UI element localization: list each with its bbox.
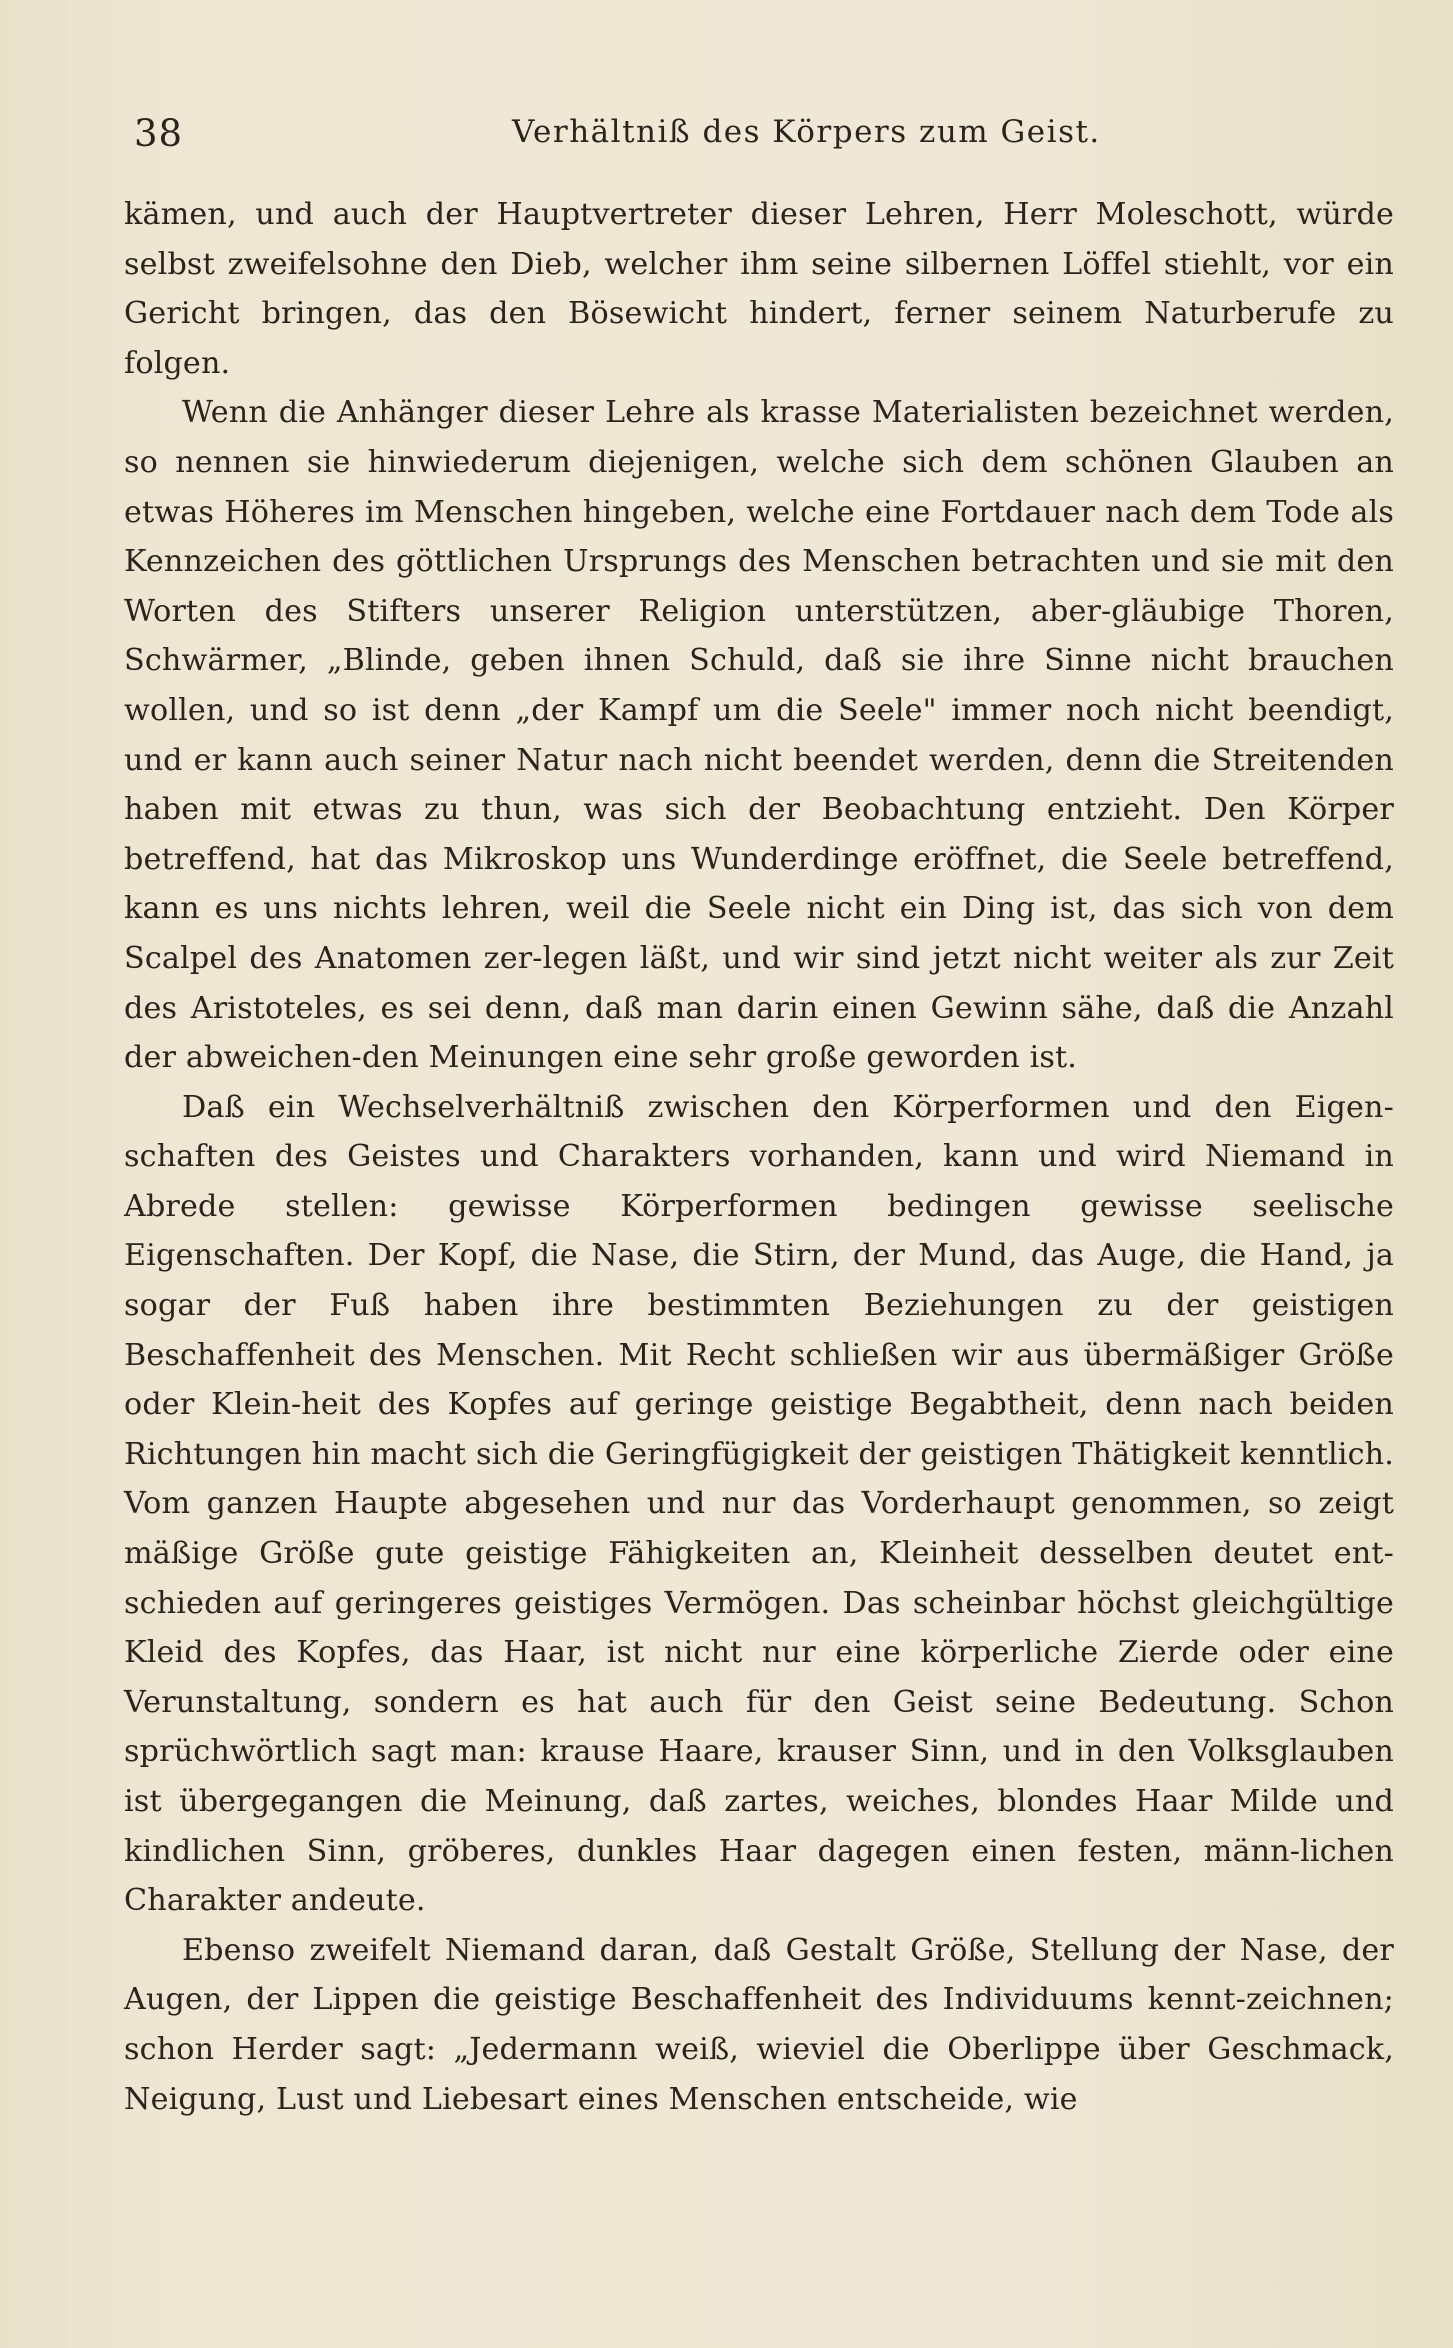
running-head: Verhältniß des Körpers zum Geist.: [512, 114, 1101, 150]
paragraph-3: Daß ein Wechselverhältniß zwischen den Körperformen und den Eigen-schaften des Geistes und Charakters vorhanden, kann und wird Niemand in Abrede stellen: gewisse Körperformen bedingen gewisse seelische Eigenschaften. Der Kopf, die Nase, die Stirn, der Mund, das Auge, die Hand, ja sogar der Fuß haben ihre bestimmten Beziehungen zu der geistigen Beschaffenheit des Menschen. Mit Recht schließen wir aus übermäßiger Größe oder Klein-heit des Kopfes auf geringe geistige Begabtheit, denn nach beiden Richtungen hin macht sich die Geringfügigkeit der geistigen Thätigkeit kenntlich. Vom ganzen Haupte abgesehen und nur das Vorderhaupt genommen, so zeigt mäßige Größe gute geistige Fähigkeiten an, Kleinheit desselben deutet ent-schieden auf geringeres geistiges Vermögen. Das scheinbar höchst gleichgültige Kleid des Kopfes, das Haar, ist nicht nur eine körperliche Zierde oder eine Verunstaltung, sondern es hat auch für den Geist seine Bedeutung. Schon sprüchwörtlich sagt man: krause Haare, krauser Sinn, und in den Volksglauben ist übergegangen die Meinung, daß zartes, weiches, blondes Haar Milde und kindlichen Sinn, gröberes, dunkles Haar dagegen einen festen, männ-lichen Charakter andeute.: [124, 1089, 1394, 1919]
page-number: 38: [134, 112, 184, 155]
paragraph-2: Wenn die Anhänger dieser Lehre als krasse Materialisten bezeichnet werden, so nennen sie hinwiederum diejenigen, welche sich dem schönen Glauben an etwas Höheres im Menschen hingeben, welche eine Fortdauer nach dem Tode als Kennzeichen des göttlichen Ursprungs des Menschen betrachten und sie mit den Worten des Stifters unserer Religion unterstützen, aber-gläubige Thoren, Schwärmer, „Blinde, geben ihnen Schuld, daß sie ihre Sinne nicht brauchen wollen, und so ist denn „der Kampf um die Seele" immer noch nicht beendigt, und er kann auch seiner Natur nach nicht beendet werden, denn die Streitenden haben mit etwas zu thun, was sich der Beobachtung entzieht. Den Körper betreffend, hat das Mikroskop uns Wunderdinge eröffnet, die Seele betreffend, kann es uns nichts lehren, weil die Seele nicht ein Ding ist, das sich von dem Scalpel des Anatomen zer-legen läßt, und wir sind jetzt nicht weiter als zur Zeit des Aristoteles, es sei denn, daß man darin einen Gewinn sähe, daß die Anzahl der abweichen-den Meinungen eine sehr große geworden ist.: [124, 395, 1394, 1076]
page-body: [124, 190, 1394, 2124]
paragraph-1: kämen, und auch der Hauptvertreter dieser Lehren, Herr Moleschott, würde selbst zweifelsohne den Dieb, welcher ihm seine silbernen Löffel stiehlt, vor ein Gericht bringen, das den Bösewicht hindert, ferner seinem Naturberufe zu folgen.: [124, 197, 1394, 381]
page-header: [124, 108, 1395, 164]
paragraph-4: Ebenso zweifelt Niemand daran, daß Gestalt Größe, Stellung der Nase, der Augen, der Lippen die geistige Beschaffenheit des Individuums kennt-zeichnen; schon Herder sagt: „Jedermann weiß, wieviel die Oberlippe über Geschmack, Neigung, Lust und Liebesart eines Menschen entscheide, wie: [124, 1932, 1394, 2117]
